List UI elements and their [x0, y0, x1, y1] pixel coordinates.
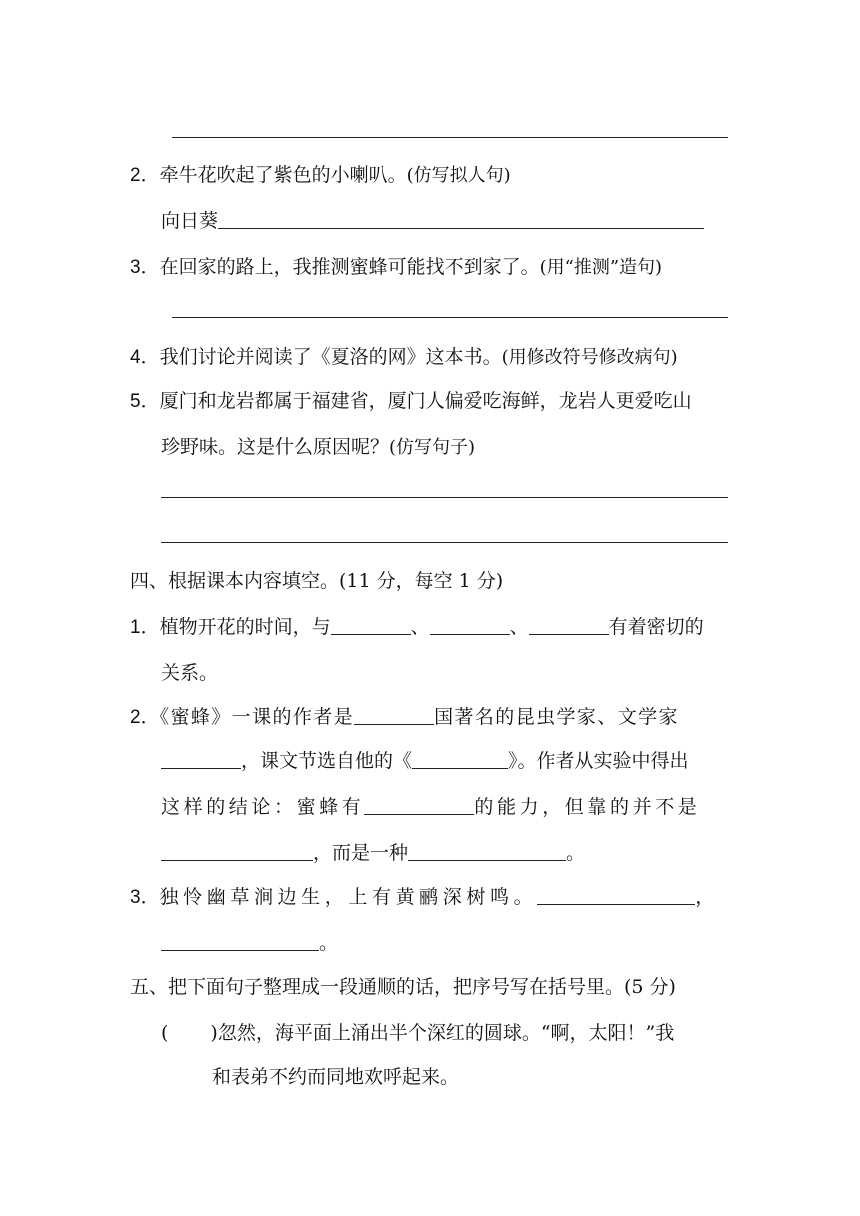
answer-line[interactable]	[161, 542, 728, 543]
fill-blank[interactable]	[161, 949, 319, 951]
fill-blank[interactable]	[331, 633, 411, 635]
question-text: 。	[566, 842, 586, 864]
s4-question-3	[130, 882, 714, 909]
order-paren-close: )	[210, 1022, 218, 1044]
question-number: 3．	[130, 887, 160, 908]
sentence-text: 忽然，海平面上涌出半个深红的圆球。“啊，太阳！”我	[217, 1022, 675, 1044]
section-4-title: 四、根据课本内容填空。(11 分，每空 1 分)	[130, 570, 504, 592]
answer-line[interactable]	[161, 497, 728, 498]
question-number: 1．	[130, 617, 160, 638]
question-number: 2．	[130, 165, 160, 186]
s4-question-1-line2: 关系。	[161, 662, 219, 684]
separator: 、	[509, 616, 529, 638]
question-number: 2．	[130, 707, 160, 728]
question-2	[130, 160, 511, 187]
question-text: 在回家的路上，我推测蜜蜂可能找不到家了。	[159, 256, 540, 278]
answer-blank[interactable]	[218, 227, 704, 229]
fill-blank[interactable]	[537, 903, 695, 905]
s4-question-2-line2	[161, 746, 689, 773]
answer-line[interactable]	[172, 317, 728, 318]
answer-start-word: 向日葵	[161, 210, 219, 232]
s5-item	[161, 1018, 674, 1045]
question-hint: (仿写拟人句)	[406, 165, 511, 186]
fill-blank[interactable]	[161, 767, 241, 769]
question-hint: (用修改符号修改病句)	[501, 347, 678, 368]
question-4	[130, 342, 678, 369]
answer-line-top[interactable]	[172, 137, 728, 138]
section-5-title: 五、把下面句子整理成一段通顺的话，把序号写在括号里。(5 分)	[130, 976, 676, 998]
question-5-line2	[161, 432, 475, 459]
s4-question-1	[130, 612, 704, 639]
fill-blank[interactable]	[354, 723, 434, 725]
question-2-answer	[161, 206, 704, 233]
question-text: 的能力，但靠的并不是	[474, 796, 701, 818]
order-paren-open: (	[161, 1022, 169, 1044]
poem-line: 独怜幽草涧边生，上有黄鹂深树鸣。	[159, 886, 538, 908]
s4-question-2-line4	[161, 838, 585, 865]
fill-blank[interactable]	[529, 633, 609, 635]
question-number: 3．	[130, 257, 160, 278]
question-text: 国著名的昆虫学家、文学家	[434, 706, 679, 728]
separator: ，	[695, 886, 715, 908]
question-text: 我们讨论并阅读了《夏洛的网》这本书。	[159, 346, 502, 368]
fill-blank[interactable]	[412, 767, 508, 769]
question-text: 植物开花的时间，与	[159, 616, 331, 638]
s4-question-2-line3	[161, 792, 700, 819]
s4-question-3-line2	[161, 928, 338, 955]
s4-question-2	[130, 702, 679, 729]
question-text: ，课文节选自他的《	[241, 750, 413, 772]
question-number: 5．	[130, 391, 160, 412]
fill-blank[interactable]	[408, 859, 566, 861]
question-3	[130, 252, 662, 279]
separator: 、	[410, 616, 430, 638]
question-text: 珍野味。这是什么原因呢？	[161, 436, 390, 458]
fill-blank[interactable]	[430, 633, 510, 635]
question-hint: (仿写句子)	[389, 437, 476, 458]
question-text: ，而是一种	[313, 842, 409, 864]
question-number: 4．	[130, 347, 160, 368]
fill-blank[interactable]	[364, 813, 474, 815]
question-text: 》。作者从实验中得出	[508, 750, 689, 772]
question-text: 厦门和龙岩都属于福建省，厦门人偏爱吃海鲜，龙岩人更爱吃山	[159, 390, 692, 412]
question-hint: (用“推测”造句)	[539, 257, 663, 278]
question-text: 这样的结论：蜜蜂有	[161, 796, 365, 818]
s5-item-line2: 和表弟不约而同地欢呼起来。	[212, 1066, 460, 1088]
question-text: 有着密切的	[608, 616, 704, 638]
question-text: 牵牛花吹起了紫色的小喇叭。	[159, 164, 407, 186]
separator: 。	[319, 932, 339, 954]
question-5	[130, 386, 692, 413]
question-text: 《蜜蜂》一课的作者是	[159, 706, 355, 728]
fill-blank[interactable]	[161, 859, 313, 861]
